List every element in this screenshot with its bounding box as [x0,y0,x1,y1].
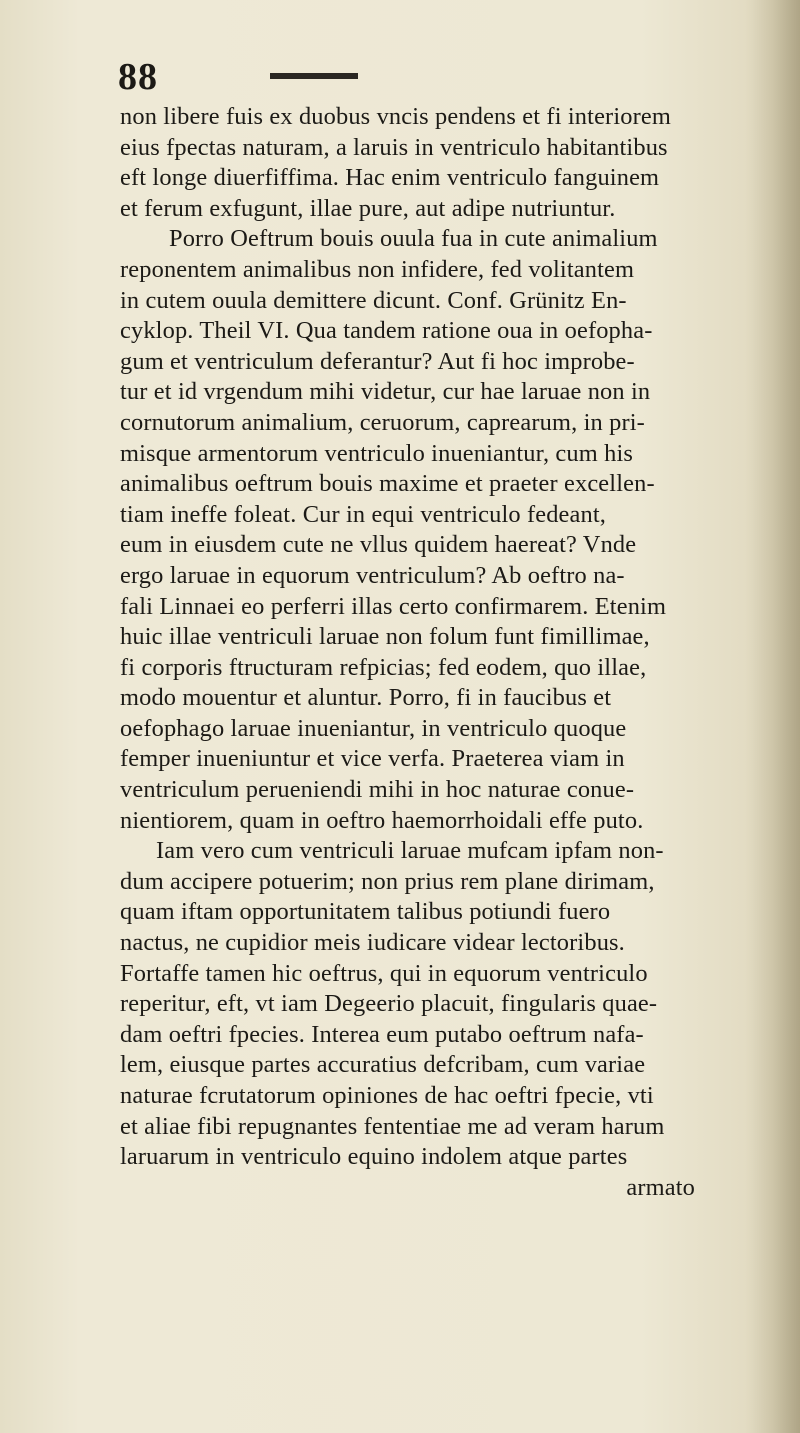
text-line: fi corporis ftructuram refpicias; fed eodem, quo illae, [120,653,647,681]
text-line: Porro Oeftrum bouis ouula fua in cute animalium [169,225,658,253]
text-line: nientiorem, quam in oeftro haemorrhoidali effe puto. [120,806,644,834]
text-line: eft longe diuerfiffima. Hac enim ventriculo fanguinem [120,164,660,192]
text-line: Iam vero cum ventriculi laruae mufcam ipfam non- [156,837,664,865]
text-line: tur et id vrgendum mihi videtur, cur hae laruae non in [120,378,651,406]
text-line: quam iftam opportunitatem talibus potiundi fuero [120,898,611,926]
catchword: armato [626,1173,695,1201]
text-line: dam oeftri fpecies. Interea eum putabo oeftrum nafa- [120,1020,644,1048]
text-line: eum in eiusdem cute ne vllus quidem haereat? Vnde [120,531,637,559]
body-text [120,102,695,1203]
text-line: in cutem ouula demittere dicunt. Conf. Grünitz En- [120,286,627,314]
text-line: femper inueniuntur et vice verfa. Praeterea viam in [120,745,625,773]
text-line: cornutorum animalium, ceruorum, caprearum, in pri- [120,408,645,436]
text-line: ventriculum perueniendi mihi in hoc naturae conue- [120,776,635,804]
text-line: non libere fuis ex duobus vncis pendens et fi interiorem [120,103,671,130]
text-line: cyklop. Theil VI. Qua tandem ratione oua in oefopha- [120,317,653,345]
text-line: et ferum exfugunt, illae pure, aut adipe nutriuntur. [120,194,616,222]
text-line: naturae fcrutatorum opiniones de hac oeftri fpecie, vti [120,1082,654,1109]
text-line: gum et ventriculum deferantur? Aut fi hoc improbe- [120,347,635,375]
text-line: lem, eiusque partes accuratius defcribam, cum variae [120,1051,646,1079]
text-line: nactus, ne cupidior meis iudicare videar lectoribus. [120,929,625,957]
text-line: tiam ineffe foleat. Cur in equi ventriculo fedeant, [120,500,607,528]
text-line: laruarum in ventriculo equino indolem atque partes [120,1143,628,1171]
page-number: 88 [118,56,158,98]
text-line: dum accipere potuerim; non prius rem plane dirimam, [120,867,655,895]
text-line: oefophago laruae inueniantur, in ventriculo quoque [120,714,627,742]
text-line: reponentem animalibus non infidere, fed volitantem [120,255,635,283]
header-ornament-rule [270,73,358,79]
text-line: fali Linnaei eo perferri illas certo confirmarem. Etenim [120,592,667,620]
text-line: huic illae ventriculi laruae non folum funt fimillimae, [120,623,650,651]
text-line: eius fpectas naturam, a laruis in ventriculo habitantibus [120,133,668,161]
text-line: ergo laruae in equorum ventriculum? Ab oeftro na- [120,561,625,589]
text-line: modo mouentur et aluntur. Porro, fi in faucibus et [120,684,612,712]
page-edge-shadow [745,0,800,1433]
text-line: animalibus oeftrum bouis maxime et praeter excellen- [120,470,655,498]
text-line: misque armentorum ventriculo inueniantur, cum his [120,439,634,467]
text-line: et aliae fibi repugnantes fententiae me ad veram harum [120,1112,665,1140]
text-line: Fortaffe tamen hic oeftrus, qui in equorum ventriculo [120,959,648,987]
text-line: reperitur, eft, vt iam Degeerio placuit, fingularis quae- [120,990,658,1018]
